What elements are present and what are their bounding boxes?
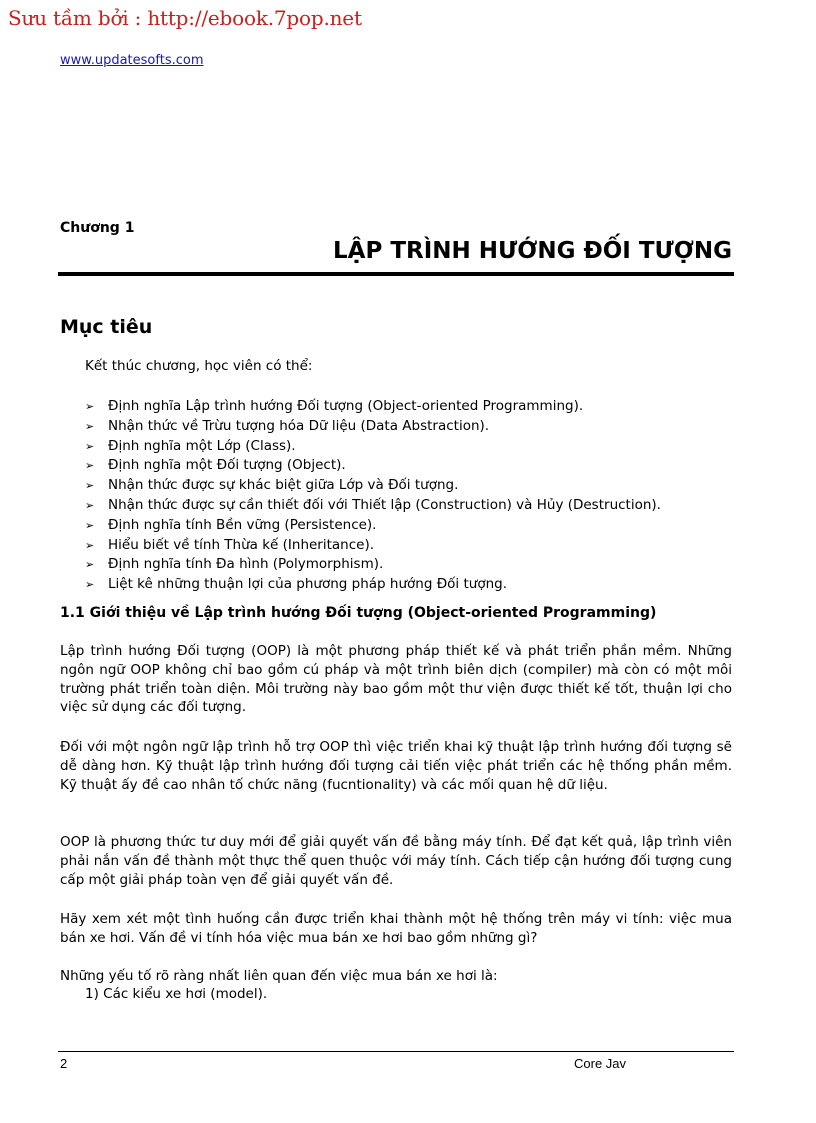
page-number: 2: [60, 1056, 68, 1071]
arrow-bullet-icon: ➢: [85, 459, 95, 473]
paragraph-oop-languages: Đối với một ngôn ngữ lập trình hỗ trợ OOP thì việc triển khai kỹ thuật lập trình hướng đối tượng sẽ dễ dàng hơn. Kỹ thuật lập trình hướng đối tượng cải tiến việc phát triển các hệ thống phần mềm. Kỹ thuật ấy đề cao nhân tố chức năng (fucntionality) và các mối quan hệ dữ liệu.: [60, 739, 732, 793]
arrow-bullet-icon: ➢: [85, 578, 95, 592]
section-heading: 1.1 Giới thiệu về Lập trình hướng Đối tượng (Object-oriented Programming): [60, 605, 657, 621]
numbered-item: 1) Các kiểu xe hơi (model).: [85, 986, 268, 1002]
footer-divider: [58, 1051, 734, 1052]
arrow-bullet-icon: ➢: [85, 538, 95, 552]
list-item: [85, 496, 661, 516]
chapter-label: Chương 1: [60, 220, 135, 236]
list-item-text: Liệt kê những thuận lợi của phương pháp hướng Đối tượng.: [108, 576, 507, 593]
list-item: [85, 417, 661, 437]
objectives-heading: Mục tiêu: [60, 316, 153, 338]
list-item-text: Định nghĩa tính Bền vững (Persistence).: [108, 516, 377, 533]
list-item: [85, 575, 661, 595]
footer-title: Core Jav: [574, 1056, 627, 1071]
list-item: [85, 397, 661, 417]
arrow-bullet-icon: ➢: [85, 498, 95, 512]
list-item-text: Định nghĩa tính Đa hình (Polymorphism).: [108, 556, 384, 573]
arrow-bullet-icon: ➢: [85, 400, 95, 413]
paragraph-car-scenario: Hãy xem xét một tình huống cần được triển khai thành một hệ thống trên máy vi tính: việc mua bán xe hơi. Vấn đề vi tính hóa việc mua bán xe hơi bao gồm những gì?: [60, 911, 732, 946]
list-item-text: Hiểu biết về tính Thừa kế (Inheritance).: [108, 536, 375, 553]
list-item: [85, 456, 661, 476]
list-item: [85, 437, 661, 457]
arrow-bullet-icon: ➢: [85, 439, 95, 453]
paragraph-oop-definition: Lập trình hướng Đối tượng (OOP) là một phương pháp thiết kế và phát triển phần mềm. Những ngôn ngữ OOP không chỉ bao gồm cú pháp và một trình biên dịch (compiler) mà còn có một môi trường phát triển toàn diện. Môi trường này bao gồm một thư viện được thiết kế tốt, thuận lợi cho việc sử dụng các đối tượng.: [60, 643, 732, 716]
list-item: [85, 555, 661, 575]
list-item-text: Nhận thức được sự khác biệt giữa Lớp và Đối tượng.: [108, 477, 459, 494]
arrow-bullet-icon: ➢: [85, 419, 95, 433]
list-item: [85, 536, 661, 556]
title-divider: [58, 272, 734, 276]
list-item-text: Nhận thức về Trừu tượng hóa Dữ liệu (Data Abstraction).: [108, 417, 490, 434]
paragraph-oop-thinking: OOP là phương thức tư duy mới để giải quyết vấn đề bằng máy tính. Để đạt kết quả, lập trình viên phải nắn vấn đề thành một thực thể quen thuộc với máy tính. Cách tiếp cận hướng đối tượng cung cấp một giải pháp toàn vẹn để giải quyết vấn đề.: [60, 834, 732, 888]
chapter-title: LẬP TRÌNH HƯỚNG ĐỐI TƯỢNG: [333, 238, 732, 264]
objectives-list: [85, 397, 661, 595]
list-item-text: Định nghĩa Lập trình hướng Đối tượng (Object-oriented Programming).: [108, 398, 584, 414]
updatesofts-link[interactable]: www.updatesofts.com: [60, 53, 204, 68]
watermark-text: Sưu tầm bởi : http://ebook.7pop.net: [8, 6, 362, 30]
arrow-bullet-icon: ➢: [85, 479, 95, 493]
list-item-text: Định nghĩa một Lớp (Class).: [108, 437, 296, 454]
arrow-bullet-icon: ➢: [85, 558, 95, 572]
list-item: [85, 516, 661, 536]
list-item: [85, 476, 661, 496]
paragraph-factors: Những yếu tố rõ ràng nhất liên quan đến việc mua bán xe hơi là:: [60, 968, 498, 984]
list-item-text: Định nghĩa một Đối tượng (Object).: [108, 457, 346, 474]
arrow-bullet-icon: ➢: [85, 518, 95, 532]
list-item-text: Nhận thức được sự cần thiết đối với Thiết lập (Construction) và Hủy (Destruction).: [108, 496, 661, 513]
objectives-intro: Kết thúc chương, học viên có thể:: [85, 358, 313, 374]
